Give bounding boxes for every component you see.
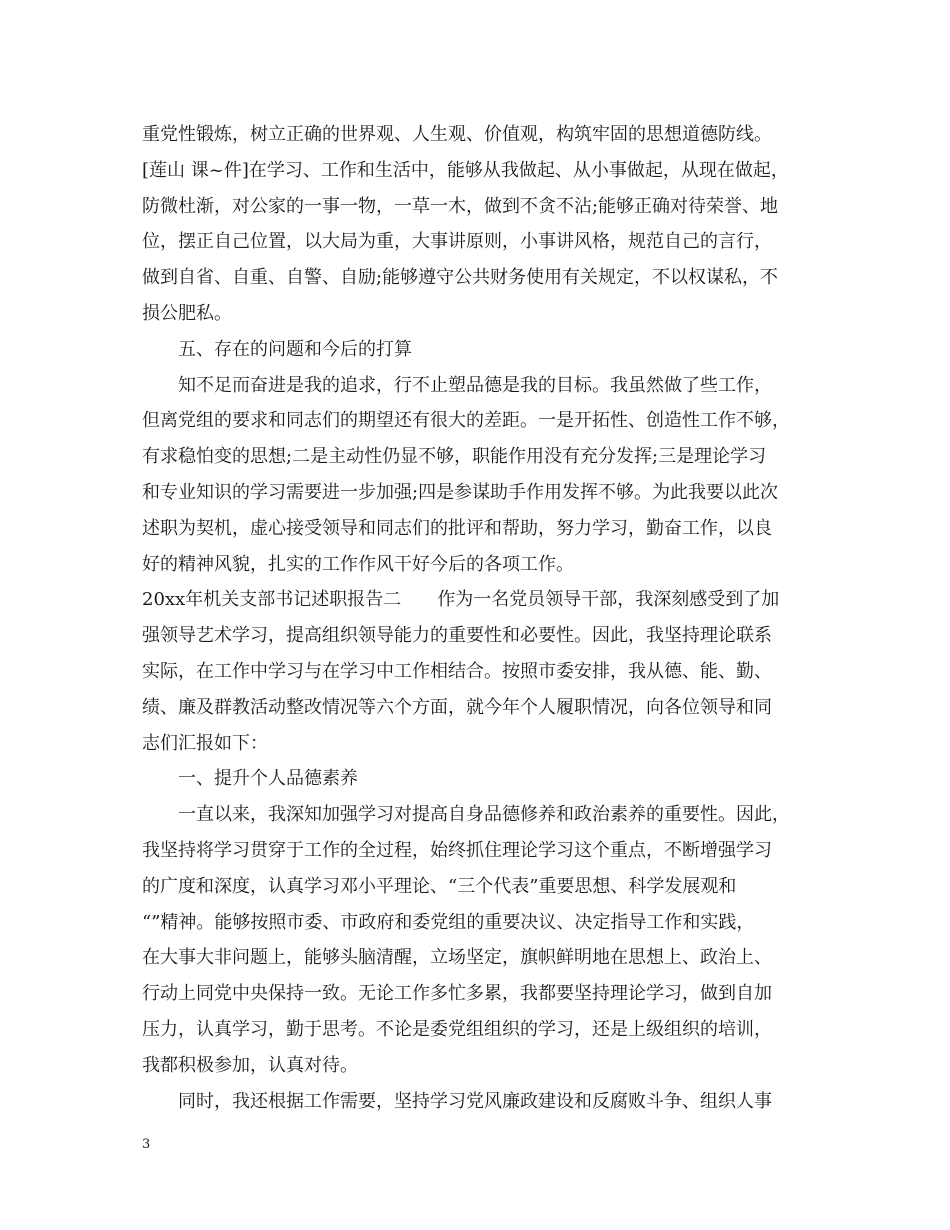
text-line: 述职为契机，虚心接受领导和同志们的批评和帮助，努力学习，勤奋工作，以良 <box>142 517 772 539</box>
text-line: 做到自省、自重、自警、自励;能够遵守公共财务使用有关规定，不以权谋私，不 <box>142 267 779 289</box>
text-line: 位，摆正自己位置，以大局为重，大事讲原则，小事讲风格，规范自己的言行， <box>142 231 772 253</box>
text-line: 志们汇报如下： <box>142 732 268 754</box>
text-line: 在大事大非问题上，能够头脑清醒，立场坚定，旗帜鲜明地在思想上、政治上、 <box>142 947 772 969</box>
text-line: 有求稳怕变的思想;二是主动性仍显不够，职能作用没有充分发挥;三是理论学习 <box>142 446 767 468</box>
text-line: 我都积极参加，认真对待。 <box>142 1054 358 1076</box>
text-line: 压力，认真学习，勤于思考。不论是委党组组织的学习，还是上级组织的培训， <box>142 1018 772 1040</box>
text-line: “”精神。能够按照市委、市政府和委党组的重要决议、决定指导工作和实践， <box>142 911 755 933</box>
text-line: 但离党组的要求和同志们的期望还有很大的差距。一是开拓性、创造性工作不够， <box>142 410 790 432</box>
text-line: 五、存在的问题和今后的打算 <box>178 338 412 360</box>
text-line: 20xx年机关支部书记述职报告二 作为一名党员领导干部，我深刻感受到了加 <box>142 589 780 611</box>
page-number: 3 <box>142 1137 151 1152</box>
text-line: 实际，在工作中学习与在学习中工作相结合。按照市委安排，我从德、能、勤、 <box>142 660 772 682</box>
text-line: [莲山 课~件]在学习、工作和生活中，能够从我做起、从小事做起，从现在做起， <box>142 159 789 181</box>
text-line: 同时，我还根据工作需要，坚持学习党风廉政建设和反腐败斗争、组织人事 <box>178 1090 772 1112</box>
text-line: 知不足而奋进是我的追求，行不止塑品德是我的目标。我虽然做了些工作， <box>178 374 772 396</box>
text-line: 防微杜渐，对公家的一事一物，一草一木，做到不贪不沾;能够正确对待荣誉、地 <box>142 195 779 217</box>
text-line: 和专业知识的学习需要进一步加强;四是参谋助手作用发挥不够。为此我要以此次 <box>142 481 779 503</box>
text-line: 损公肥私。 <box>142 302 232 324</box>
text-line: 的广度和深度，认真学习邓小平理论、“三个代表”重要思想、科学发展观和 <box>142 875 737 897</box>
text-line: 好的精神风貌，扎实的工作作风干好今后的各项工作。 <box>142 553 574 575</box>
text-line: 强领导艺术学习，提高组织领导能力的重要性和必要性。因此，我坚持理论联系 <box>142 625 772 647</box>
text-line: 重党性锻炼，树立正确的世界观、人生观、价值观，构筑牢固的思想道德防线。 <box>142 124 772 145</box>
text-line: 一直以来，我深知加强学习对提高自身品德修养和政治素养的重要性。因此， <box>178 804 790 826</box>
text-line: 我坚持将学习贯穿于工作的全过程，始终抓住理论学习这个重点，不断增强学习 <box>142 839 772 861</box>
document-body <box>142 117 812 1119</box>
text-line: 一、提升个人品德素养 <box>178 768 358 790</box>
text-line: 绩、廉及群教活动整改情况等六个方面，就今年个人履职情况，向各位领导和同 <box>142 696 772 718</box>
text-line: 行动上同党中央保持一致。无论工作多忙多累，我都要坚持理论学习，做到自加 <box>142 983 772 1005</box>
